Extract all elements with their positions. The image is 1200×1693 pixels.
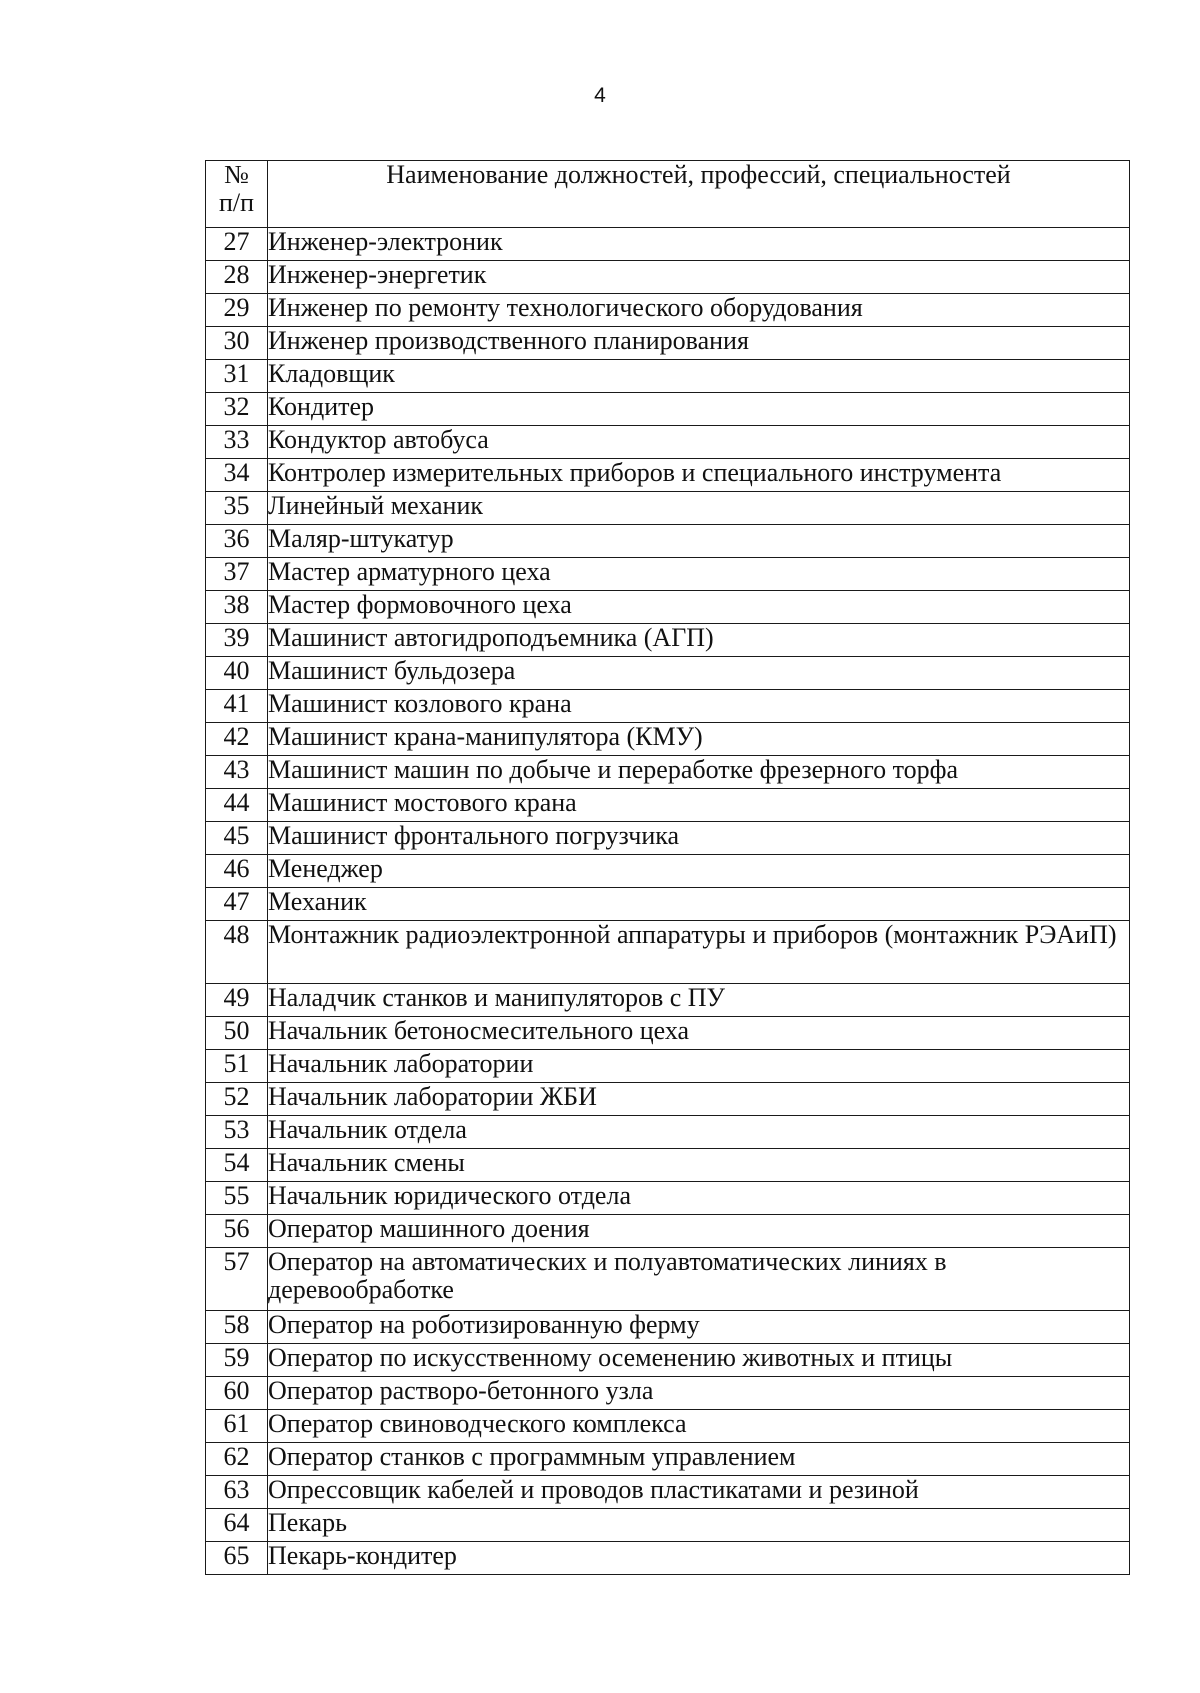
row-name-cell: Начальник бетоносмесительного цеха: [268, 1017, 1130, 1050]
row-name-cell: Мастер формовочного цеха: [268, 591, 1130, 624]
row-number-cell: 42: [206, 723, 268, 756]
row-number-cell: 56: [206, 1215, 268, 1248]
row-number-cell: 61: [206, 1410, 268, 1443]
table-row: [206, 855, 1130, 888]
table-row: [206, 984, 1130, 1017]
row-number-cell: 60: [206, 1377, 268, 1410]
row-number-cell: 34: [206, 459, 268, 492]
row-name-cell: Машинист мостового крана: [268, 789, 1130, 822]
table-row: [206, 624, 1130, 657]
row-number-cell: 52: [206, 1083, 268, 1116]
table-row: [206, 822, 1130, 855]
table-row: [206, 888, 1130, 921]
row-number-cell: 50: [206, 1017, 268, 1050]
table-row: [206, 1311, 1130, 1344]
row-name-cell: Наладчик станков и манипуляторов с ПУ: [268, 984, 1130, 1017]
row-number-cell: 59: [206, 1344, 268, 1377]
row-number-cell: 43: [206, 756, 268, 789]
table-row: [206, 1215, 1130, 1248]
table-row: [206, 1377, 1130, 1410]
row-number-cell: 45: [206, 822, 268, 855]
row-name-cell: Начальник отдела: [268, 1116, 1130, 1149]
row-number-cell: 63: [206, 1476, 268, 1509]
table-row: [206, 294, 1130, 327]
table-row: [206, 558, 1130, 591]
page-number: 4: [594, 84, 606, 107]
table-row: [206, 426, 1130, 459]
row-name-cell: Машинист козлового крана: [268, 690, 1130, 723]
header-number-cell: [206, 161, 268, 228]
table-row: [206, 1509, 1130, 1542]
row-name-cell: Оператор свиноводческого комплекса: [268, 1410, 1130, 1443]
row-number-cell: 40: [206, 657, 268, 690]
table-header-row: [206, 161, 1130, 228]
table-row: [206, 228, 1130, 261]
row-name-cell: Опрессовщик кабелей и проводов пластикатами и резиной: [268, 1476, 1130, 1509]
row-number-cell: 39: [206, 624, 268, 657]
row-number-cell: 57: [206, 1248, 268, 1311]
row-number-cell: 35: [206, 492, 268, 525]
table-row: [206, 591, 1130, 624]
row-number-cell: 33: [206, 426, 268, 459]
table-row: [206, 492, 1130, 525]
row-number-cell: 36: [206, 525, 268, 558]
row-name-cell: Начальник лаборатории: [268, 1050, 1130, 1083]
row-number-cell: 38: [206, 591, 268, 624]
row-name-cell: Механик: [268, 888, 1130, 921]
row-number-cell: 37: [206, 558, 268, 591]
table-row: [206, 1182, 1130, 1215]
row-name-cell: Кондуктор автобуса: [268, 426, 1130, 459]
row-number-cell: 28: [206, 261, 268, 294]
row-name-cell: Линейный механик: [268, 492, 1130, 525]
row-name-cell: Оператор по искусственному осеменению животных и птицы: [268, 1344, 1130, 1377]
row-name-cell: Начальник лаборатории ЖБИ: [268, 1083, 1130, 1116]
table-row: [206, 1542, 1130, 1575]
row-name-cell: Монтажник радиоэлектронной аппаратуры и приборов (монтажник РЭАиП): [268, 921, 1130, 984]
row-name-cell: Машинист бульдозера: [268, 657, 1130, 690]
row-name-cell: Кладовщик: [268, 360, 1130, 393]
row-name-cell: Инженер-энергетик: [268, 261, 1130, 294]
row-number-cell: 32: [206, 393, 268, 426]
table-row: [206, 360, 1130, 393]
table-row: [206, 1410, 1130, 1443]
table-body: [206, 228, 1130, 1575]
row-name-cell: Мастер арматурного цеха: [268, 558, 1130, 591]
row-number-cell: 46: [206, 855, 268, 888]
row-number-cell: 53: [206, 1116, 268, 1149]
header-name-cell: Наименование должностей, профессий, специальностей: [268, 161, 1130, 228]
row-number-cell: 48: [206, 921, 268, 984]
row-number-cell: 62: [206, 1443, 268, 1476]
row-name-cell: Инженер производственного планирования: [268, 327, 1130, 360]
table-row: [206, 921, 1130, 984]
row-number-cell: 29: [206, 294, 268, 327]
row-number-cell: 54: [206, 1149, 268, 1182]
row-name-cell: Оператор на роботизированную ферму: [268, 1311, 1130, 1344]
row-number-cell: 31: [206, 360, 268, 393]
table-row: [206, 1476, 1130, 1509]
row-name-cell: Оператор станков с программным управлением: [268, 1443, 1130, 1476]
row-number-cell: 55: [206, 1182, 268, 1215]
row-name-cell: Инженер-электроник: [268, 228, 1130, 261]
table-row: [206, 261, 1130, 294]
row-name-cell: Машинист крана-манипулятора (КМУ): [268, 723, 1130, 756]
row-name-cell: Маляр-штукатур: [268, 525, 1130, 558]
table-row: [206, 756, 1130, 789]
table-row: [206, 1050, 1130, 1083]
row-name-cell: Начальник юридического отдела: [268, 1182, 1130, 1215]
row-number-cell: 64: [206, 1509, 268, 1542]
table-row: [206, 1344, 1130, 1377]
table-row: [206, 1248, 1130, 1311]
row-number-cell: 44: [206, 789, 268, 822]
header-number-sign: №: [224, 160, 249, 189]
table-row: [206, 1017, 1130, 1050]
row-name-cell: Пекарь: [268, 1509, 1130, 1542]
table-row: [206, 1443, 1130, 1476]
row-name-cell: Машинист фронтального погрузчика: [268, 822, 1130, 855]
table-row: [206, 327, 1130, 360]
row-number-cell: 58: [206, 1311, 268, 1344]
row-name-cell: Машинист автогидроподъемника (АГП): [268, 624, 1130, 657]
row-name-cell: Оператор на автоматических и полуавтоматических линиях в деревообработке: [268, 1248, 1130, 1311]
row-number-cell: 27: [206, 228, 268, 261]
row-name-cell: Начальник смены: [268, 1149, 1130, 1182]
row-name-cell: Кондитер: [268, 393, 1130, 426]
table-row: [206, 525, 1130, 558]
table-row: [206, 1083, 1130, 1116]
row-number-cell: 51: [206, 1050, 268, 1083]
header-number-abbr: п/п: [218, 188, 255, 217]
row-name-cell: Машинист машин по добыче и переработке фрезерного торфа: [268, 756, 1130, 789]
table-row: [206, 1116, 1130, 1149]
row-number-cell: 65: [206, 1542, 268, 1575]
row-number-cell: 41: [206, 690, 268, 723]
professions-table: [205, 160, 1130, 1575]
row-number-cell: 30: [206, 327, 268, 360]
row-name-cell: Оператор растворо-бетонного узла: [268, 1377, 1130, 1410]
row-name-cell: Оператор машинного доения: [268, 1215, 1130, 1248]
row-number-cell: 47: [206, 888, 268, 921]
table-row: [206, 393, 1130, 426]
table-row: [206, 723, 1130, 756]
table-row: [206, 690, 1130, 723]
row-number-cell: 49: [206, 984, 268, 1017]
row-name-cell: Контролер измерительных приборов и специального инструмента: [268, 459, 1130, 492]
table-row: [206, 1149, 1130, 1182]
table-row: [206, 657, 1130, 690]
row-name-cell: Менеджер: [268, 855, 1130, 888]
table-row: [206, 459, 1130, 492]
row-name-cell: Инженер по ремонту технологического оборудования: [268, 294, 1130, 327]
row-name-cell: Пекарь-кондитер: [268, 1542, 1130, 1575]
table-row: [206, 789, 1130, 822]
